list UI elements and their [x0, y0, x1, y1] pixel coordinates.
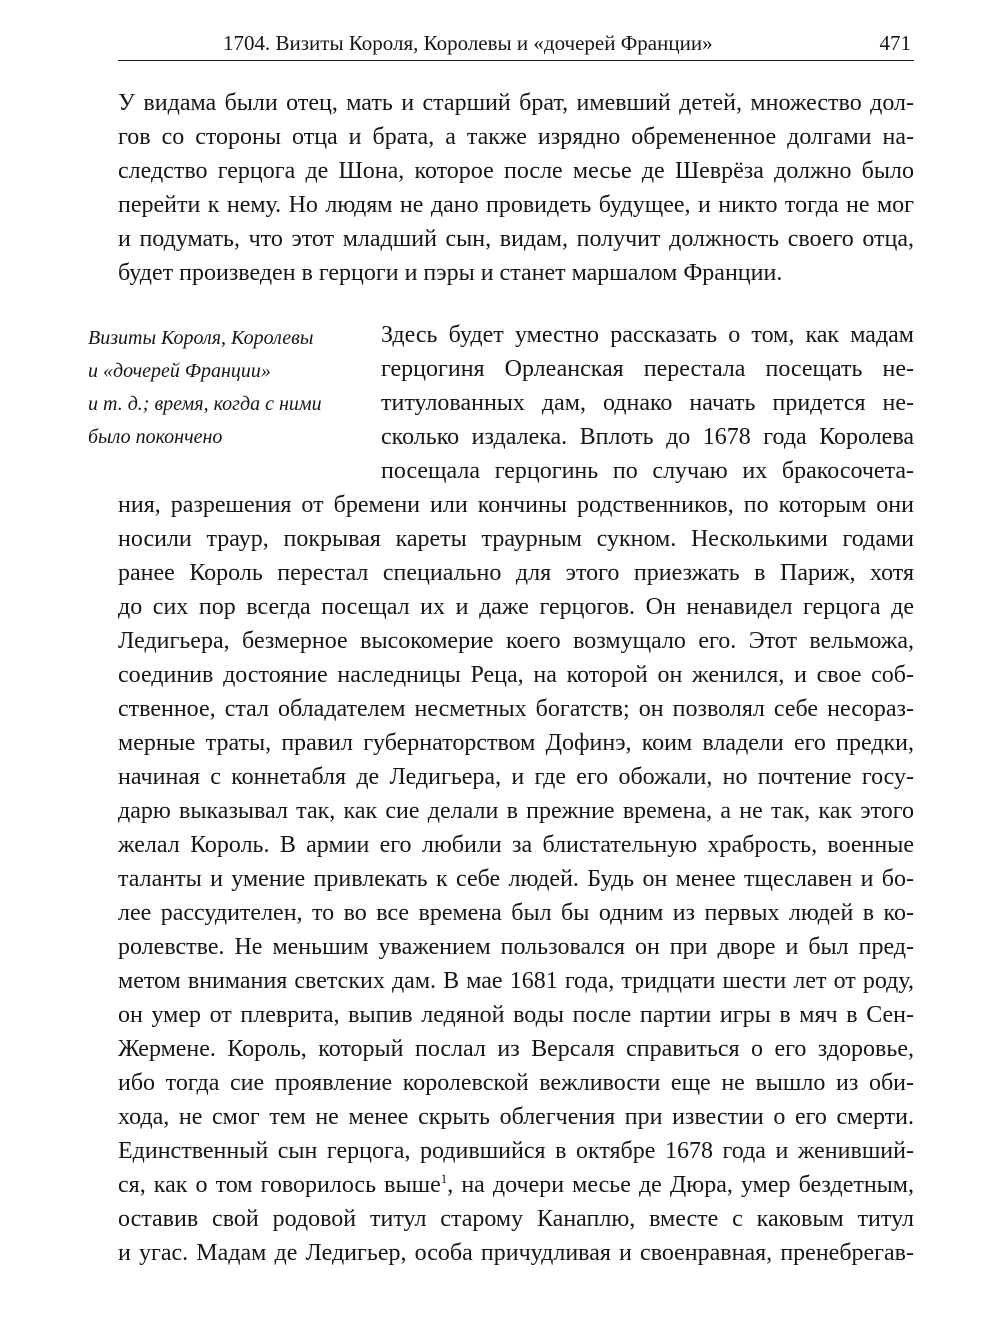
text-line: носили траур, покрывая кареты траурным сукном. Несколькими годами	[118, 526, 914, 552]
text-line: желал Король. В армии его любили за блистательную храбрость, военные	[118, 832, 914, 858]
text-fragment: , на дочери месье де Дюра, умер бездетным,	[447, 1172, 914, 1198]
footnote-marker[interactable]: 1	[440, 1171, 448, 1186]
running-header	[118, 30, 914, 61]
text-line: перейти к нему. Но людям не дано провидеть будущее, и никто тогда не мог	[118, 192, 914, 218]
text-line: хода, не смог тем не менее скрыть облегчения при известии о его смерти.	[118, 1104, 914, 1130]
text-fragment: ся, как о том говорилось выше	[118, 1172, 441, 1198]
text-line: ролевстве. Не меньшим уважением пользовался он при дворе и был пред-	[118, 934, 914, 960]
text-line: Жермене. Король, который послал из Версаля справиться о его здоровье,	[118, 1036, 914, 1062]
text-line: соединив достояние наследницы Реца, на которой он женился, и свое соб-	[118, 662, 914, 688]
text-line: лее рассудителен, то во все времена был бы одним из первых людей в ко-	[118, 900, 914, 926]
text-line: он умер от плеврита, выпив ледяной воды после партии игры в мяч в Сен-	[118, 1002, 914, 1028]
text-line: титулованных дам, однако начать придется не-	[381, 390, 914, 416]
text-line: дарю выказывал так, как сие делали в прежние времена, а не так, как этого	[118, 798, 914, 824]
text-line: до сих пор всегда посещал их и даже герцогов. Он ненавидел герцога де	[118, 594, 914, 620]
text-line: метом внимания светских дам. В мае 1681 года, тридцати шести лет от роду,	[118, 968, 914, 994]
text-line: У видама были отец, мать и старший брат, имевший детей, множество дол-	[118, 90, 914, 116]
text-line: посещала герцогинь по случаю их бракосочета-	[381, 458, 914, 484]
text-line: Единственный сын герцога, родившийся в октябре 1678 года и женивший-	[118, 1138, 914, 1164]
text-line: ранее Король перестал специально для этого приезжать в Париж, хотя	[118, 560, 914, 586]
margin-note-line: и «дочерей Франции»	[88, 360, 271, 382]
text-line: таланты и умение привлекать к себе людей. Будь он менее тщеславен и бо-	[118, 866, 914, 892]
text-line: ибо тогда сие проявление королевской вежливости еще не вышло из оби-	[118, 1070, 914, 1096]
margin-note-line: и т. д.; время, когда с ними	[88, 393, 322, 415]
text-line: и угас. Мадам де Ледигьер, особа причудливая и своенравная, пренебрегав-	[118, 1240, 914, 1266]
text-line: оставив свой родовой титул старому Канаплю, вместе с каковым титул	[118, 1206, 914, 1232]
text-line: Ледигьера, безмерное высокомерие коего возмущало его. Этот вельможа,	[118, 628, 914, 654]
text-line: Здесь будет уместно рассказать о том, как мадам	[381, 322, 914, 348]
text-line: ния, разрешения от бремени или кончины родственников, по которым они	[118, 492, 914, 518]
margin-note-line: было покончено	[88, 426, 223, 448]
text-line: и подумать, что этот младший сын, видам, получит должность своего отца,	[118, 226, 914, 252]
text-line: следство герцога де Шона, которое после месье де Шеврёза должно было	[118, 158, 914, 184]
text-line: гов со стороны отца и брата, а также изрядно обремененное долгами на-	[118, 124, 914, 150]
page-number: 471	[879, 31, 911, 55]
margin-note-line: Визиты Короля, Королевы	[88, 327, 314, 349]
text-line: начиная с коннетабля де Ледигьера, и где его обожали, но почтение госу-	[118, 764, 914, 790]
text-line: будет произведен в герцоги и пэры и станет маршалом Франции.	[118, 260, 783, 286]
text-line: мерные траты, правил губернаторством Дофинэ, коим владели его предки,	[118, 730, 914, 756]
text-line: ственное, стал обладателем несметных богатств; он позволял себе несораз-	[118, 696, 914, 722]
text-line: герцогиня Орлеанская перестала посещать не-	[381, 356, 914, 382]
text-line-with-footnote	[118, 1168, 914, 1202]
text-line: сколько издалека. Вплоть до 1678 года Королева	[381, 424, 914, 450]
running-title: 1704. Визиты Короля, Королевы и «дочерей Франции»	[223, 31, 713, 55]
